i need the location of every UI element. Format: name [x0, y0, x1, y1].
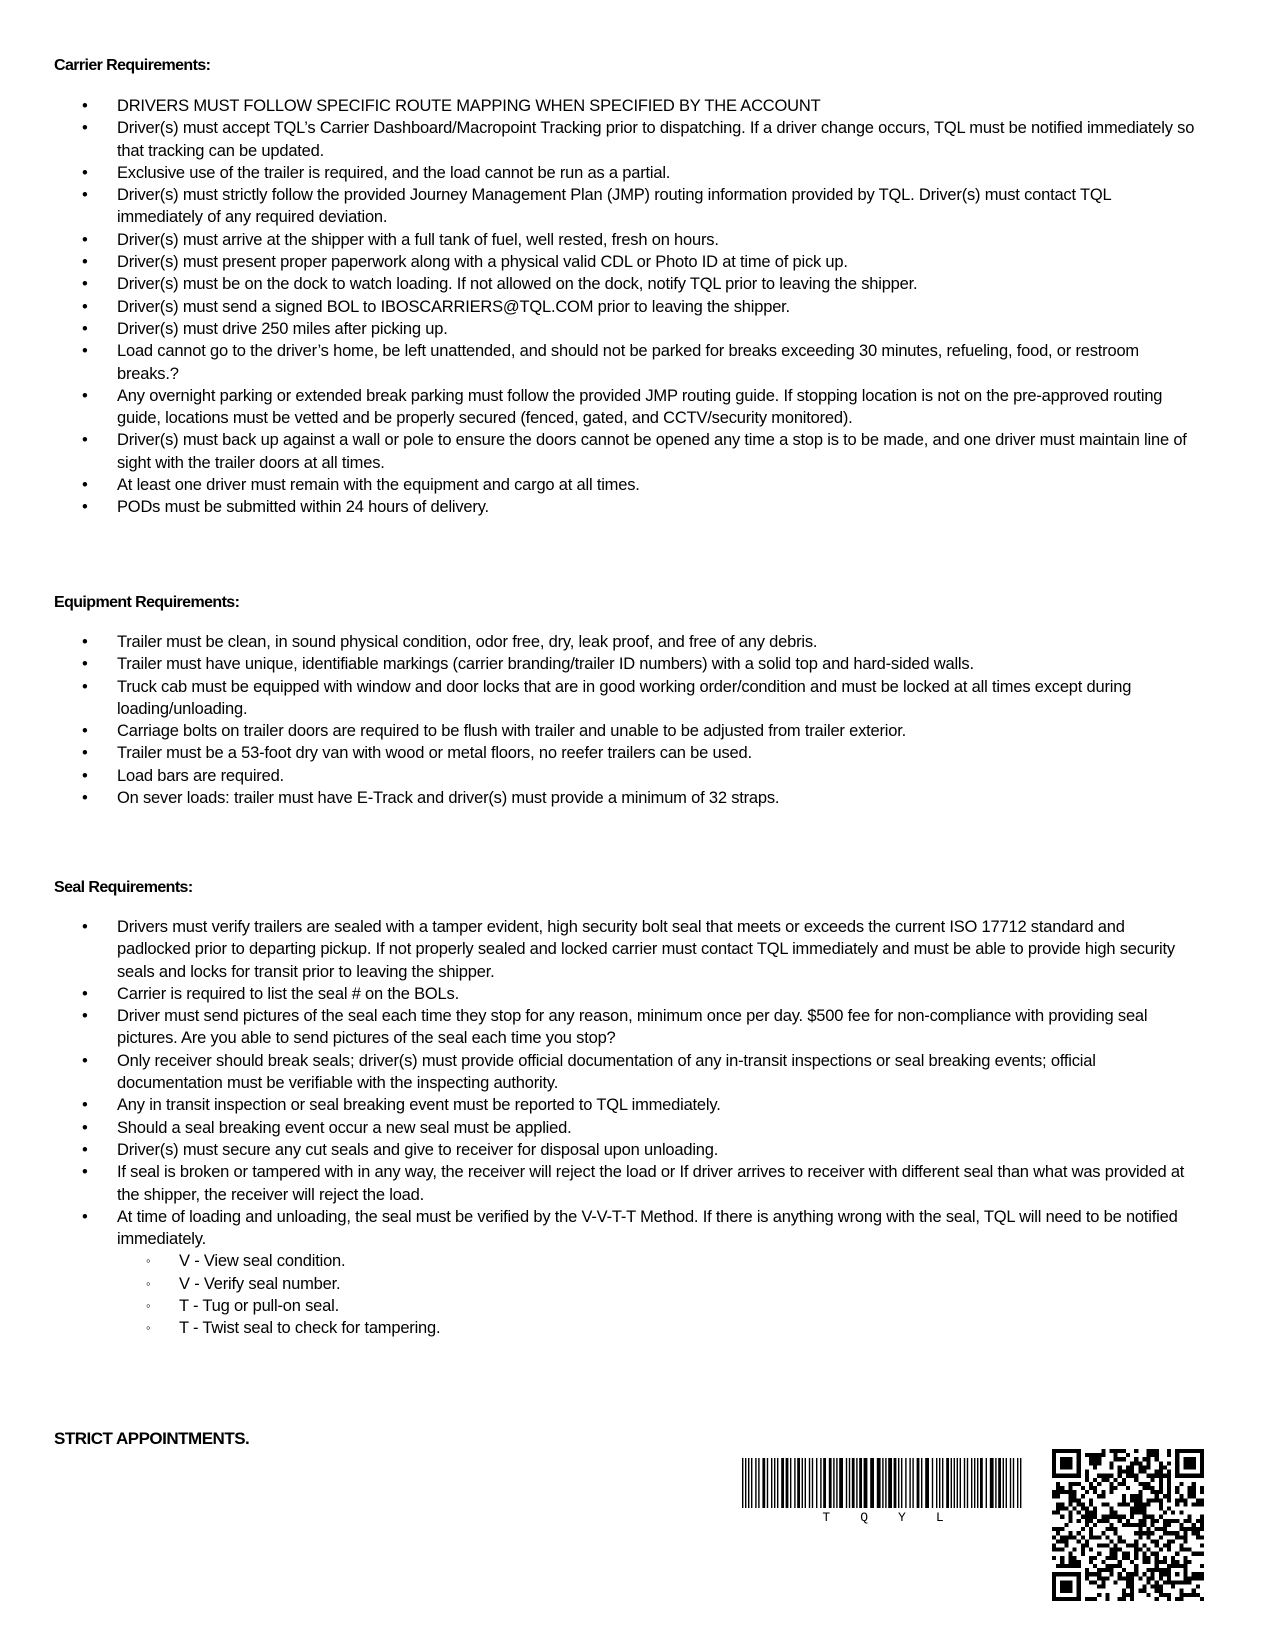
list-item: • Carrier is required to list the seal # on the BOLs.	[0, 983, 1200, 1005]
list-item: • Driver(s) must send a signed BOL to IBOSCARRIERS@TQL.COM prior to leaving the shipper.	[0, 296, 1200, 318]
list-item: • PODs must be submitted within 24 hours of delivery.	[0, 496, 1200, 518]
barcode-char: T	[822, 1510, 831, 1525]
list-item: • Driver(s) must be on the dock to watch loading. If not allowed on the dock, notify TQL prior to leaving the shipper.	[0, 273, 1200, 295]
list-item: ◦ T - Twist seal to check for tampering.	[117, 1317, 1200, 1339]
list-item: • Drivers must verify trailers are sealed with a tamper evident, high security bolt seal that meets or exceeds the current ISO 17712 standard and padlocked prior to departing pickup. If not properly sealed and locked carrier must contact TQL immediately and must be able to provide high security seals and locks for transit prior to leaving the shipper.	[0, 916, 1200, 983]
list-item: ◦ T - Tug or pull-on seal.	[117, 1295, 1200, 1317]
barcode-caption	[742, 1510, 1024, 1525]
list-item: • Trailer must have unique, identifiable markings (carrier branding/trailer ID numbers) with a solid top and hard-sided walls.	[0, 653, 1200, 675]
barcode	[742, 1458, 1024, 1525]
list-item: • Exclusive use of the trailer is required, and the load cannot be run as a partial.	[0, 162, 1200, 184]
list-item: • Driver(s) must secure any cut seals and give to receiver for disposal upon unloading.	[0, 1139, 1200, 1161]
list-item: • Driver(s) must drive 250 miles after picking up.	[0, 318, 1200, 340]
list-item: • Driver(s) must back up against a wall or pole to ensure the doors cannot be opened any time a stop is to be made, and one driver must maintain line of sight with the trailer doors at all times.	[0, 429, 1200, 474]
list-item: • Trailer must be a 53-foot dry van with wood or metal floors, no reefer trailers can be used.	[0, 742, 1200, 764]
list-item: • Truck cab must be equipped with window and door locks that are in good working order/condition and must be locked at all times except during loading/unloading.	[0, 676, 1200, 721]
list-item: • Any in transit inspection or seal breaking event must be reported to TQL immediately.	[0, 1094, 1200, 1116]
list-item: • Load cannot go to the driver’s home, be left unattended, and should not be parked for breaks exceeding 30 minutes, refueling, food, or restroom breaks.?	[0, 340, 1200, 385]
seal-requirements-list	[0, 916, 1200, 1340]
vvtt-intro: At time of loading and unloading, the seal must be verified by the V-V-T-T Method. If there is anything wrong with the seal, TQL will need to be notified immediately.	[117, 1207, 1178, 1249]
list-item: • Any overnight parking or extended break parking must follow the provided JMP routing guide. If stopping location is not on the pre-approved routing guide, locations must be vetted and be properly secured (fenced, gated, and CCTV/security monitored).	[0, 385, 1200, 430]
list-item	[0, 1206, 1200, 1340]
equipment-requirements-list	[0, 631, 1200, 809]
list-item: • Carriage bolts on trailer doors are required to be flush with trailer and unable to be adjusted from trailer exterior.	[0, 720, 1200, 742]
list-item: • Driver(s) must accept TQL’s Carrier Dashboard/Macropoint Tracking prior to dispatching. If a driver change occurs, TQL must be notified immediately so that tracking can be updated.	[0, 117, 1200, 162]
carrier-requirements-list	[0, 95, 1200, 519]
list-item: • Trailer must be clean, in sound physical condition, odor free, dry, leak proof, and free of any debris.	[0, 631, 1200, 653]
list-item: • Load bars are required.	[0, 765, 1200, 787]
list-item: • Driver(s) must arrive at the shipper with a full tank of fuel, well rested, fresh on hours.	[0, 229, 1200, 251]
list-item: • Should a seal breaking event occur a new seal must be applied.	[0, 1117, 1200, 1139]
strict-appointments-note: STRICT APPOINTMENTS.	[54, 1429, 250, 1448]
barcode-char: Q	[860, 1510, 868, 1525]
list-item: • Driver(s) must present proper paperwork along with a physical valid CDL or Photo ID at time of pick up.	[0, 251, 1200, 273]
qr-code-icon	[1052, 1449, 1204, 1601]
list-item: • Only receiver should break seals; driver(s) must provide official documentation of any in-transit inspections or seal breaking events; official documentation must be verifiable with the inspecting authority.	[0, 1050, 1200, 1095]
carrier-requirements-heading: Carrier Requirements:	[54, 57, 211, 74]
list-item: ◦ V - Verify seal number.	[117, 1273, 1200, 1295]
list-item: • Driver(s) must strictly follow the provided Journey Management Plan (JMP) routing information provided by TQL. Driver(s) must contact TQL immediately of any required deviation.	[0, 184, 1200, 229]
list-item: • DRIVERS MUST FOLLOW SPECIFIC ROUTE MAPPING WHEN SPECIFIED BY THE ACCOUNT	[0, 95, 1200, 117]
list-item: ◦ V - View seal condition.	[117, 1250, 1200, 1272]
barcode-char: L	[935, 1510, 944, 1525]
list-item: • Driver must send pictures of the seal each time they stop for any reason, minimum once per day. $500 fee for non-compliance with providing seal pictures. Are you able to send pictures of the seal each time you stop?	[0, 1005, 1200, 1050]
equipment-requirements-heading: Equipment Requirements:	[54, 594, 240, 611]
list-item: • At least one driver must remain with the equipment and cargo at all times.	[0, 474, 1200, 496]
barcode-icon	[742, 1458, 1024, 1508]
list-item: • If seal is broken or tampered with in any way, the receiver will reject the load or If driver arrives to receiver with different seal than what was provided at the shipper, the receiver will reject the load.	[0, 1161, 1200, 1206]
list-item: • On sever loads: trailer must have E-Track and driver(s) must provide a minimum of 32 straps.	[0, 787, 1200, 809]
seal-requirements-heading: Seal Requirements:	[54, 879, 193, 896]
barcode-char: Y	[898, 1510, 906, 1525]
vvtt-method-list	[117, 1250, 1200, 1339]
